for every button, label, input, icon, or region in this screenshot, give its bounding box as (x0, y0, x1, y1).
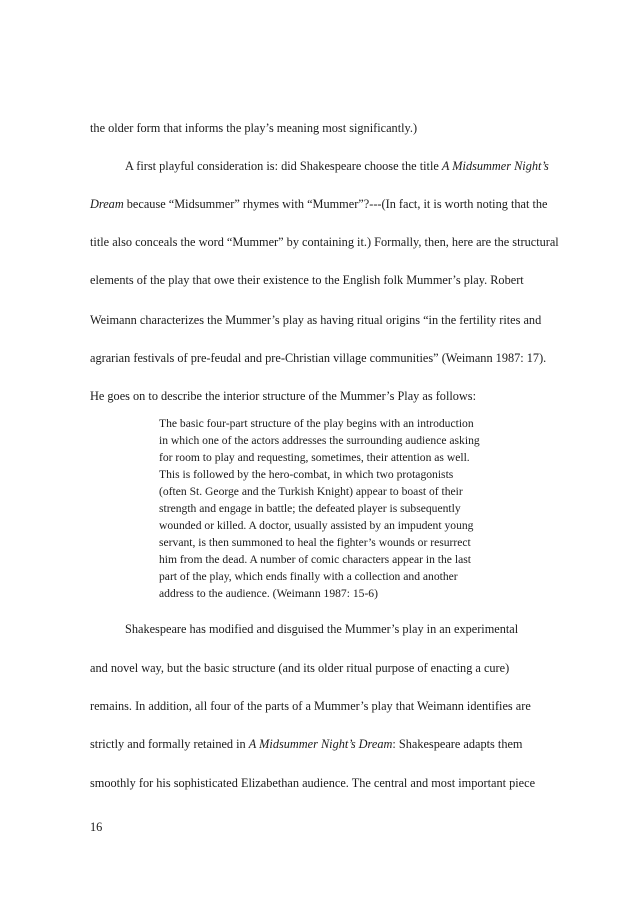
quote-line: (often St. George and the Turkish Knight) appear to boast of their (159, 485, 463, 498)
quote-line: This is followed by the hero-combat, in which two protagonists (159, 468, 454, 481)
body-line: and novel way, but the basic structure (and its older ritual purpose of enacting a cure) (90, 661, 510, 675)
body-line: Weimann characterizes the Mummer’s play as having ritual origins “in the fertility rites and (90, 313, 542, 327)
title-italic: A Midsummer Night’s (441, 159, 549, 173)
title-italic: A Midsummer Night’s Dream (248, 737, 393, 751)
quote-line: part of the play, which ends finally with a collection and another (159, 570, 458, 583)
body-line: smoothly for his sophisticated Elizabethan audience. The central and most important piece (90, 776, 536, 790)
quote-line: address to the audience. (Weimann 1987: 15-6) (159, 587, 378, 600)
text-run: strictly and formally retained in (90, 737, 249, 751)
title-italic: Dream (90, 197, 124, 211)
body-line: elements of the play that owe their existence to the English folk Mummer’s play. Robert (90, 273, 524, 287)
quote-line: wounded or killed. A doctor, usually assisted by an impudent young (159, 519, 474, 532)
text-run: because “Midsummer” rhymes with “Mummer”?---(In fact, it is worth noting that the (123, 197, 548, 211)
quote-line: servant, is then summoned to heal the fighter’s wounds or resurrect (159, 536, 471, 549)
body-line (90, 196, 590, 212)
quote-line: strength and engage in battle; the defeated player is subsequently (159, 502, 461, 515)
body-line (90, 736, 590, 752)
body-line: agrarian festivals of pre-feudal and pre-Christian village communities” (Weimann 1987: 17). (90, 351, 547, 365)
body-line: title also conceals the word “Mummer” by containing it.) Formally, then, here are the structural (90, 235, 559, 249)
body-line: He goes on to describe the interior structure of the Mummer’s Play as follows: (90, 389, 477, 403)
quote-line: in which one of the actors addresses the surrounding audience asking (159, 434, 480, 447)
text-run: A first playful consideration is: did Shakespeare choose the title (125, 159, 442, 173)
text-run: : Shakespeare adapts them (392, 737, 523, 751)
page-number: 16 (90, 820, 103, 834)
body-line: the older form that informs the play’s meaning most significantly.) (90, 121, 418, 135)
quote-line: The basic four-part structure of the play begins with an introduction (159, 417, 474, 430)
quote-line: for room to play and requesting, sometimes, their attention as well. (159, 451, 470, 464)
body-line: remains. In addition, all four of the parts of a Mummer’s play that Weimann identifies are (90, 699, 531, 713)
body-line: Shakespeare has modified and disguised the Mummer’s play in an experimental (125, 622, 519, 636)
body-line (125, 158, 625, 174)
quote-line: him from the dead. A number of comic characters appear in the last (159, 553, 471, 566)
